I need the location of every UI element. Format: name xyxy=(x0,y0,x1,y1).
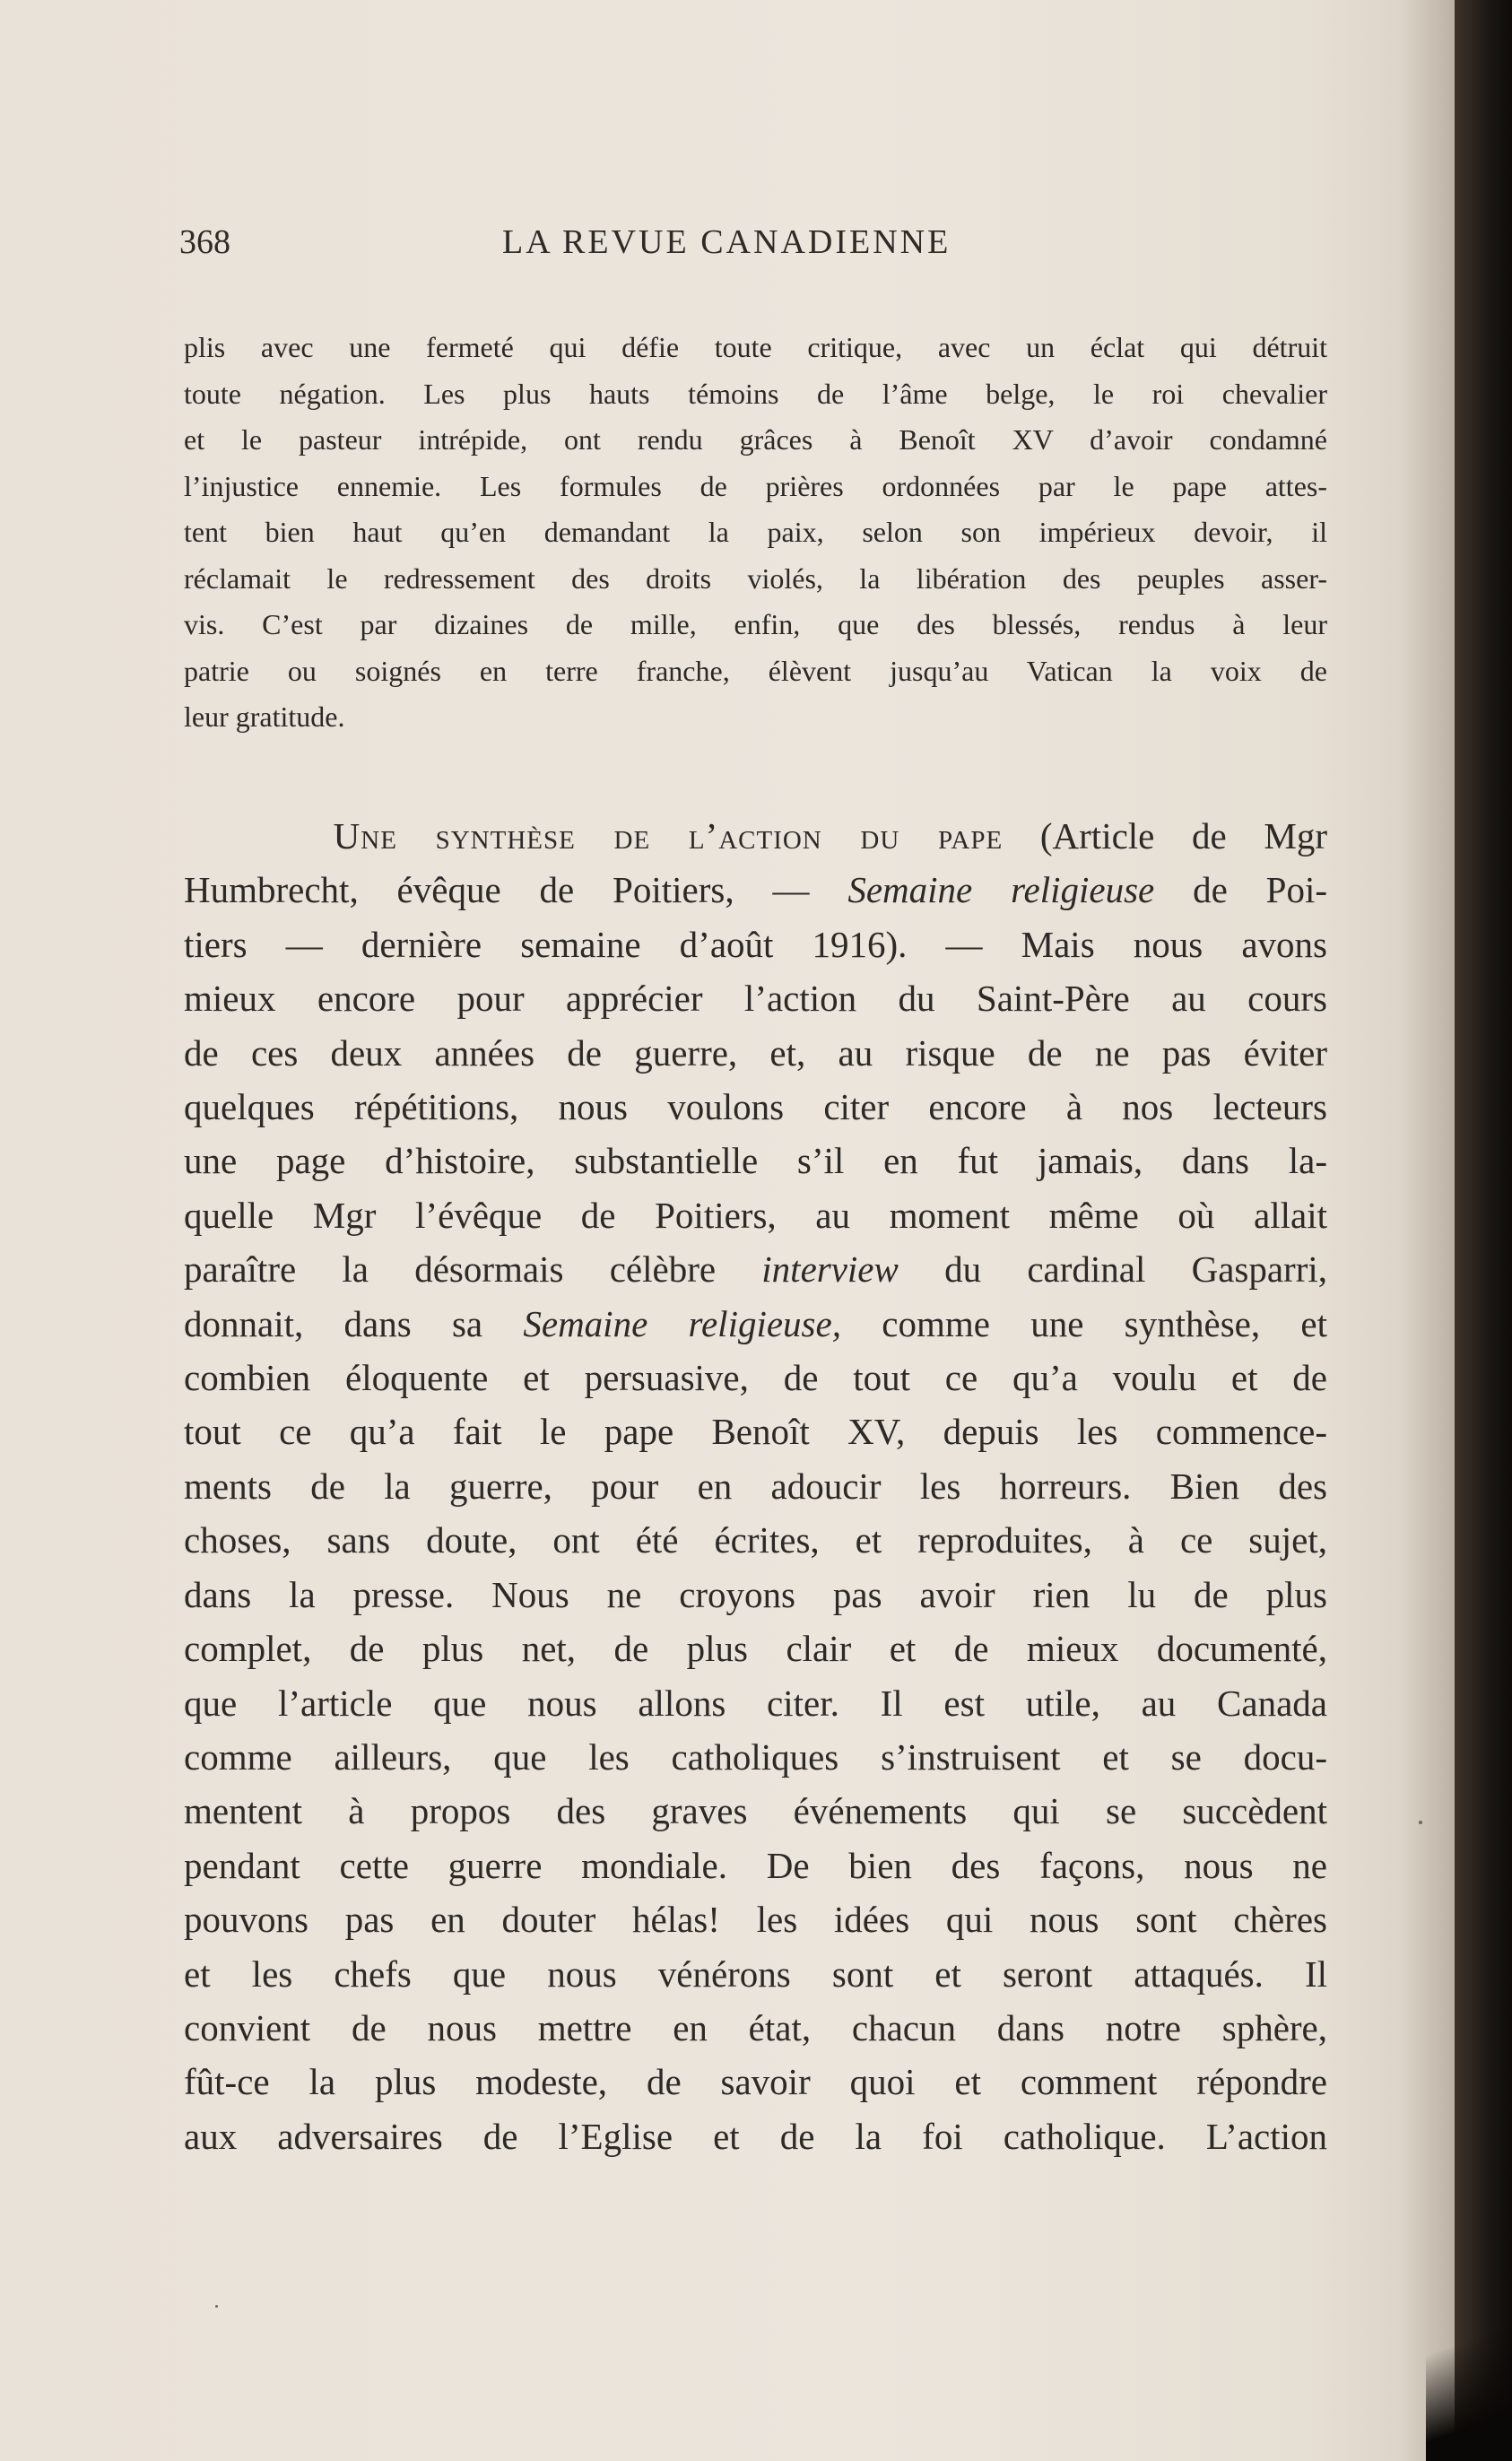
page-curl-shadow xyxy=(1399,0,1455,2461)
text-line: leur gratitude. xyxy=(184,700,345,733)
text-line: et le pasteur intrépide, ont rendu grâces à Benoît XV d’avoir condamné xyxy=(184,423,1327,456)
text-line: plis avec une fermeté qui défie toute critique, avec un éclat qui détruit xyxy=(184,331,1327,363)
quoted-paragraph xyxy=(184,325,1327,741)
text-line: de ces deux années de guerre, et, au risque de ne pas éviter xyxy=(184,1031,1327,1074)
text-line: fût-ce la plus modeste, de savoir quoi et comment répondre xyxy=(184,2061,1327,2103)
book-edge-shadow xyxy=(1426,2296,1512,2461)
text-line: tout ce qu’a fait le pape Benoît XV, depuis les commence- xyxy=(184,1411,1327,1453)
text-line: ments de la guerre, pour en adoucir les horreurs. Bien des xyxy=(184,1465,1327,1507)
text-line: paraître la désormais célèbre interview du cardinal Gasparri, xyxy=(184,1248,1327,1291)
text-line: toute négation. Les plus hauts témoins de l’âme belge, le roi chevalier xyxy=(184,377,1327,410)
text-line: aux adversaires de l’Eglise et de la foi catholique. L’action xyxy=(184,2115,1327,2157)
text-line: Humbrecht, évêque de Poitiers, — Semaine religieuse de Poi- xyxy=(184,869,1327,911)
text-line: choses, sans doute, ont été écrites, et reproduites, à ce sujet, xyxy=(184,1519,1327,1561)
text-line: pouvons pas en douter hélas! les idées qui nous sont chères xyxy=(184,1899,1327,1941)
text-line: Une synthèse de l’action du pape (Article de Mgr xyxy=(333,815,1328,857)
text-line: complet, de plus net, de plus clair et de mieux documenté, xyxy=(184,1628,1327,1670)
text-line: réclamait le redressement des droits violés, la libération des peuples asser- xyxy=(184,561,1327,595)
text-line: une page d’histoire, substantielle s’il en fut jamais, dans la- xyxy=(184,1140,1327,1182)
text-line: tent bien haut qu’en demandant la paix, selon son impérieux devoir, il xyxy=(184,516,1327,548)
text-line: comme ailleurs, que les catholiques s’instruisent et se docu- xyxy=(184,1735,1327,1778)
paper-speck xyxy=(215,2305,218,2308)
running-head xyxy=(179,222,1327,267)
text-line: patrie ou soignés en terre franche, élèvent jusqu’au Vatican la voix de xyxy=(184,654,1327,687)
text-line: quelques répétitions, nous voulons citer encore à nos lecteurs xyxy=(184,1086,1327,1128)
book-edge xyxy=(1455,0,1512,2461)
section-heading: Une synthèse de l’action du pape xyxy=(333,815,1004,857)
text-line: mieux encore pour apprécier l’action du Saint-Père au cours xyxy=(184,978,1327,1020)
text-line: que l’article que nous allons citer. Il est utile, au Canada xyxy=(184,1682,1327,1724)
text-line: combien éloquente et persuasive, de tout ce qu’a voulu et de xyxy=(184,1357,1327,1399)
text-line: quelle Mgr l’évêque de Poitiers, au moment même où allait xyxy=(184,1194,1327,1236)
text-line: convient de nous mettre en état, chacun dans notre sphère, xyxy=(184,2006,1327,2048)
paper-speck xyxy=(1419,1821,1422,1824)
page-number: 368 xyxy=(179,223,230,261)
text-line: donnait, dans sa Semaine religieuse, comme une synthèse, et xyxy=(184,1302,1327,1344)
text-line: dans la presse. Nous ne croyons pas avoir rien lu de plus xyxy=(184,1573,1327,1615)
text-line: l’injustice ennemie. Les formules de prières ordonnées par le pape attes- xyxy=(184,469,1327,502)
text-line: vis. C’est par dizaines de mille, enfin, que des blessés, rendus à leur xyxy=(184,608,1327,640)
text-line: mentent à propos des graves événements qui se succèdent xyxy=(184,1790,1327,1832)
text-line: pendant cette guerre mondiale. De bien des façons, nous ne xyxy=(184,1844,1327,1886)
text-line: et les chefs que nous vénérons sont et seront attaqués. Il xyxy=(184,1952,1327,1995)
journal-title: LA REVUE CANADIENNE xyxy=(502,223,952,261)
text-line: tiers — dernière semaine d’août 1916). — Mais nous avons xyxy=(184,923,1327,965)
main-paragraph xyxy=(184,809,1327,2163)
